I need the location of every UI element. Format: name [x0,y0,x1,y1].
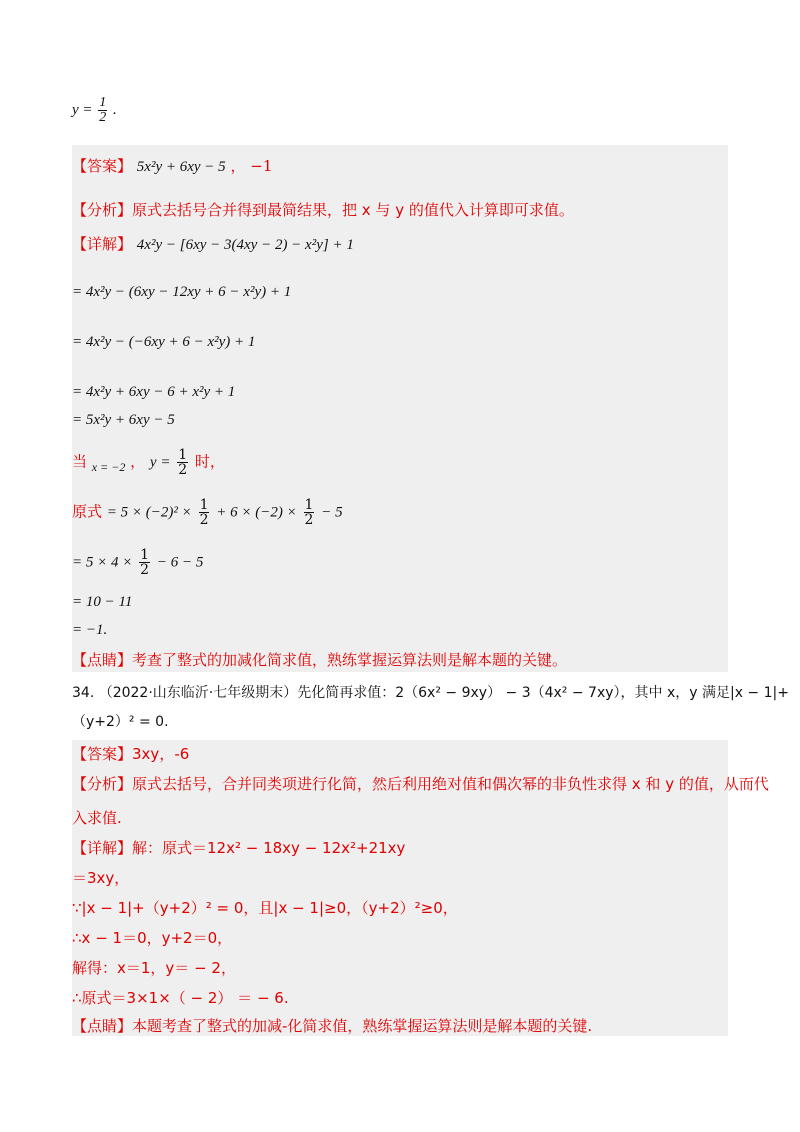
q34-detail-line-1 [72,838,405,858]
q33-detail-line-4: = 4x²y + 6xy − 6 + x²y + 1 [72,384,236,400]
when-separator: ， [130,452,146,471]
q34-detail-line-6: ∴原式＝3×1×（ − 2） ＝ − 6. [72,989,289,1007]
original-label: 原式 [72,502,103,521]
original-fraction-1 [199,498,210,527]
original-expr-b: + 6 × (−2) × [216,504,297,521]
q34-question-line-1: 34. （2022·山东临沂·七年级期末）先化简再求值：2（6x² − 9xy） − 3（4x² − 7xy），其中 x，y 满足|x − 1|+ [72,685,789,701]
calc-expr-b: − 6 − 5 [156,554,204,571]
original-expr-c: − 5 [321,504,343,521]
comment-tag: 【点睛】 [72,1017,133,1035]
answer-expression: 5x²y + 6xy − 5 [136,159,226,175]
q34-detail-line-4: ∴x − 1＝0，y+2＝0， [72,929,233,947]
when-prefix: 当 [72,452,88,471]
q33-detail-line-2: = 4x²y − (6xy − 12xy + 6 − x²y) + 1 [72,284,292,300]
comment-text: 本题考查了整式的加减-化简求值，熟练掌握运算法则是解本题的关键. [132,1017,593,1035]
q33-detail-line-5: = 5x²y + 6xy − 5 [72,412,175,428]
answer-tag: 【答案】 [72,745,133,763]
top-frac-num: 1 [99,95,107,110]
analysis-tag: 【分析】 [72,201,133,219]
detail-tag: 【详解】 [72,839,133,857]
q33-when-line [72,448,225,477]
frac-den: 2 [199,512,209,528]
q33-detail-line-3: = 4x²y − (−6xy + 6 − x²y) + 1 [72,334,256,350]
q33-answer [72,156,272,177]
q34-detail-line-3: ∵|x − 1|+（y+2）² = 0，且|x − 1|≥0，（y+2）²≥0， [72,899,458,917]
detail-expression: 4x²y − [6xy − 3(4xy − 2) − x²y] + 1 [136,237,354,253]
frac-num: 1 [199,497,209,513]
calc-fraction [139,548,150,577]
comment-text: 考查了整式的加减化简求值，熟练掌握运算法则是解本题的关键。 [132,651,568,669]
when-suffix: 时， [194,452,225,471]
q33-calc2-line: = 10 − 11 [72,594,133,610]
q34-comment [72,1016,592,1036]
when-y: y = [149,454,171,471]
answer-value: −1 [250,157,273,175]
detail-tag: 【详解】 [72,235,133,253]
q34-question-line-2: （y+2）² = 0. [72,714,169,730]
q33-comment [72,650,567,670]
top-eq-prefix: y = [72,101,93,118]
original-fraction-2 [304,498,315,527]
q34-analysis-line-1 [72,774,769,794]
frac-den: 2 [304,512,314,528]
top-frac-den: 2 [99,110,107,125]
when-frac-den: 2 [178,462,188,478]
comment-tag: 【点睛】 [72,651,133,669]
detail-text: 解：原式＝12x² − 18xy − 12x²+21xy [132,839,406,857]
analysis-tag: 【分析】 [72,775,133,793]
top-equation [72,96,117,125]
when-x: x = −2 [91,459,126,474]
q34-analysis-line-2: 入求值. [72,809,122,827]
q33-calc-line [72,548,203,577]
frac-den: 2 [140,562,150,578]
q33-result-line: = −1. [72,622,108,638]
q33-original-line [72,498,343,527]
q33-solution-block [72,145,728,672]
q34-answer [72,744,189,764]
q33-detail-line-1 [72,234,354,255]
top-eq-suffix: . [113,101,117,118]
when-fraction [177,448,188,477]
original-expr-a: = 5 × (−2)² × [106,504,192,521]
frac-num: 1 [140,547,150,563]
analysis-text: 原式去括号合并得到最简结果，把 x 与 y 的值代入计算即可求值。 [132,201,574,219]
frac-num: 1 [304,497,314,513]
answer-tag: 【答案】 [72,157,133,175]
when-frac-num: 1 [178,447,188,463]
answer-separator: ， [230,157,246,175]
q33-analysis [72,200,574,220]
q34-detail-line-5: 解得：x＝1，y＝ − 2， [72,959,236,977]
calc-expr-a: = 5 × 4 × [72,554,133,571]
top-fraction [98,96,107,125]
answer-text: 3xy，-6 [132,745,190,763]
analysis-text: 原式去括号，合并同类项进行化简，然后利用绝对值和偶次幂的非负性求得 x 和 y 的值，从而代 [132,775,769,793]
q34-detail-line-2: ＝3xy， [72,869,130,887]
